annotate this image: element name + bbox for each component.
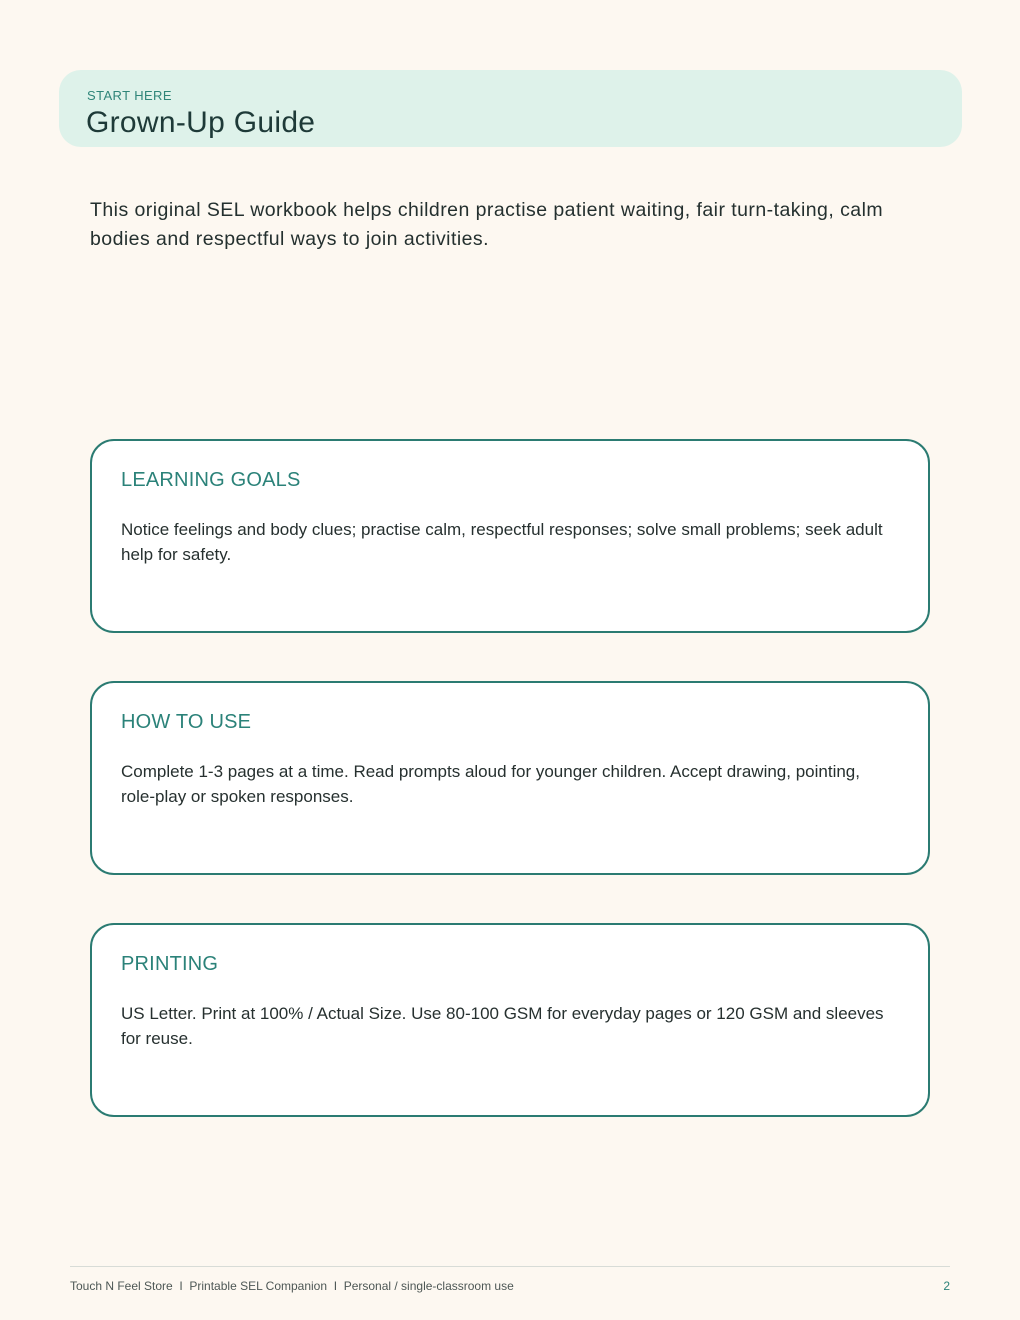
card-heading: PRINTING (121, 953, 219, 975)
learning-goals-card (90, 439, 930, 633)
page-title: Grown-Up Guide (86, 106, 316, 139)
card-heading: HOW TO USE (121, 711, 252, 733)
printing-card (90, 923, 930, 1117)
card-heading: LEARNING GOALS (121, 469, 301, 491)
page-number: 2 (943, 1279, 950, 1293)
how-to-use-card (90, 681, 930, 875)
intro-paragraph: This original SEL workbook helps children practise patient waiting, fair turn-taking, calm bodies and respectful ways to join activities. (90, 199, 884, 250)
footer-text: Touch N Feel Store I Printable SEL Companion I Personal / single-classroom use (70, 1279, 514, 1293)
eyebrow-label: START HERE (87, 88, 172, 103)
footer-divider (70, 1266, 950, 1267)
card-body: Complete 1-3 pages at a time. Read prompts aloud for younger children. Accept drawing, pointing, role-play or spoken responses. (121, 762, 860, 806)
header-band (59, 70, 962, 147)
card-body: Notice feelings and body clues; practise calm, respectful responses; solve small problems; seek adult help for safety. (121, 520, 883, 564)
card-body: US Letter. Print at 100% / Actual Size. Use 80-100 GSM for everyday pages or 120 GSM and sleeves for reuse. (121, 1004, 884, 1048)
